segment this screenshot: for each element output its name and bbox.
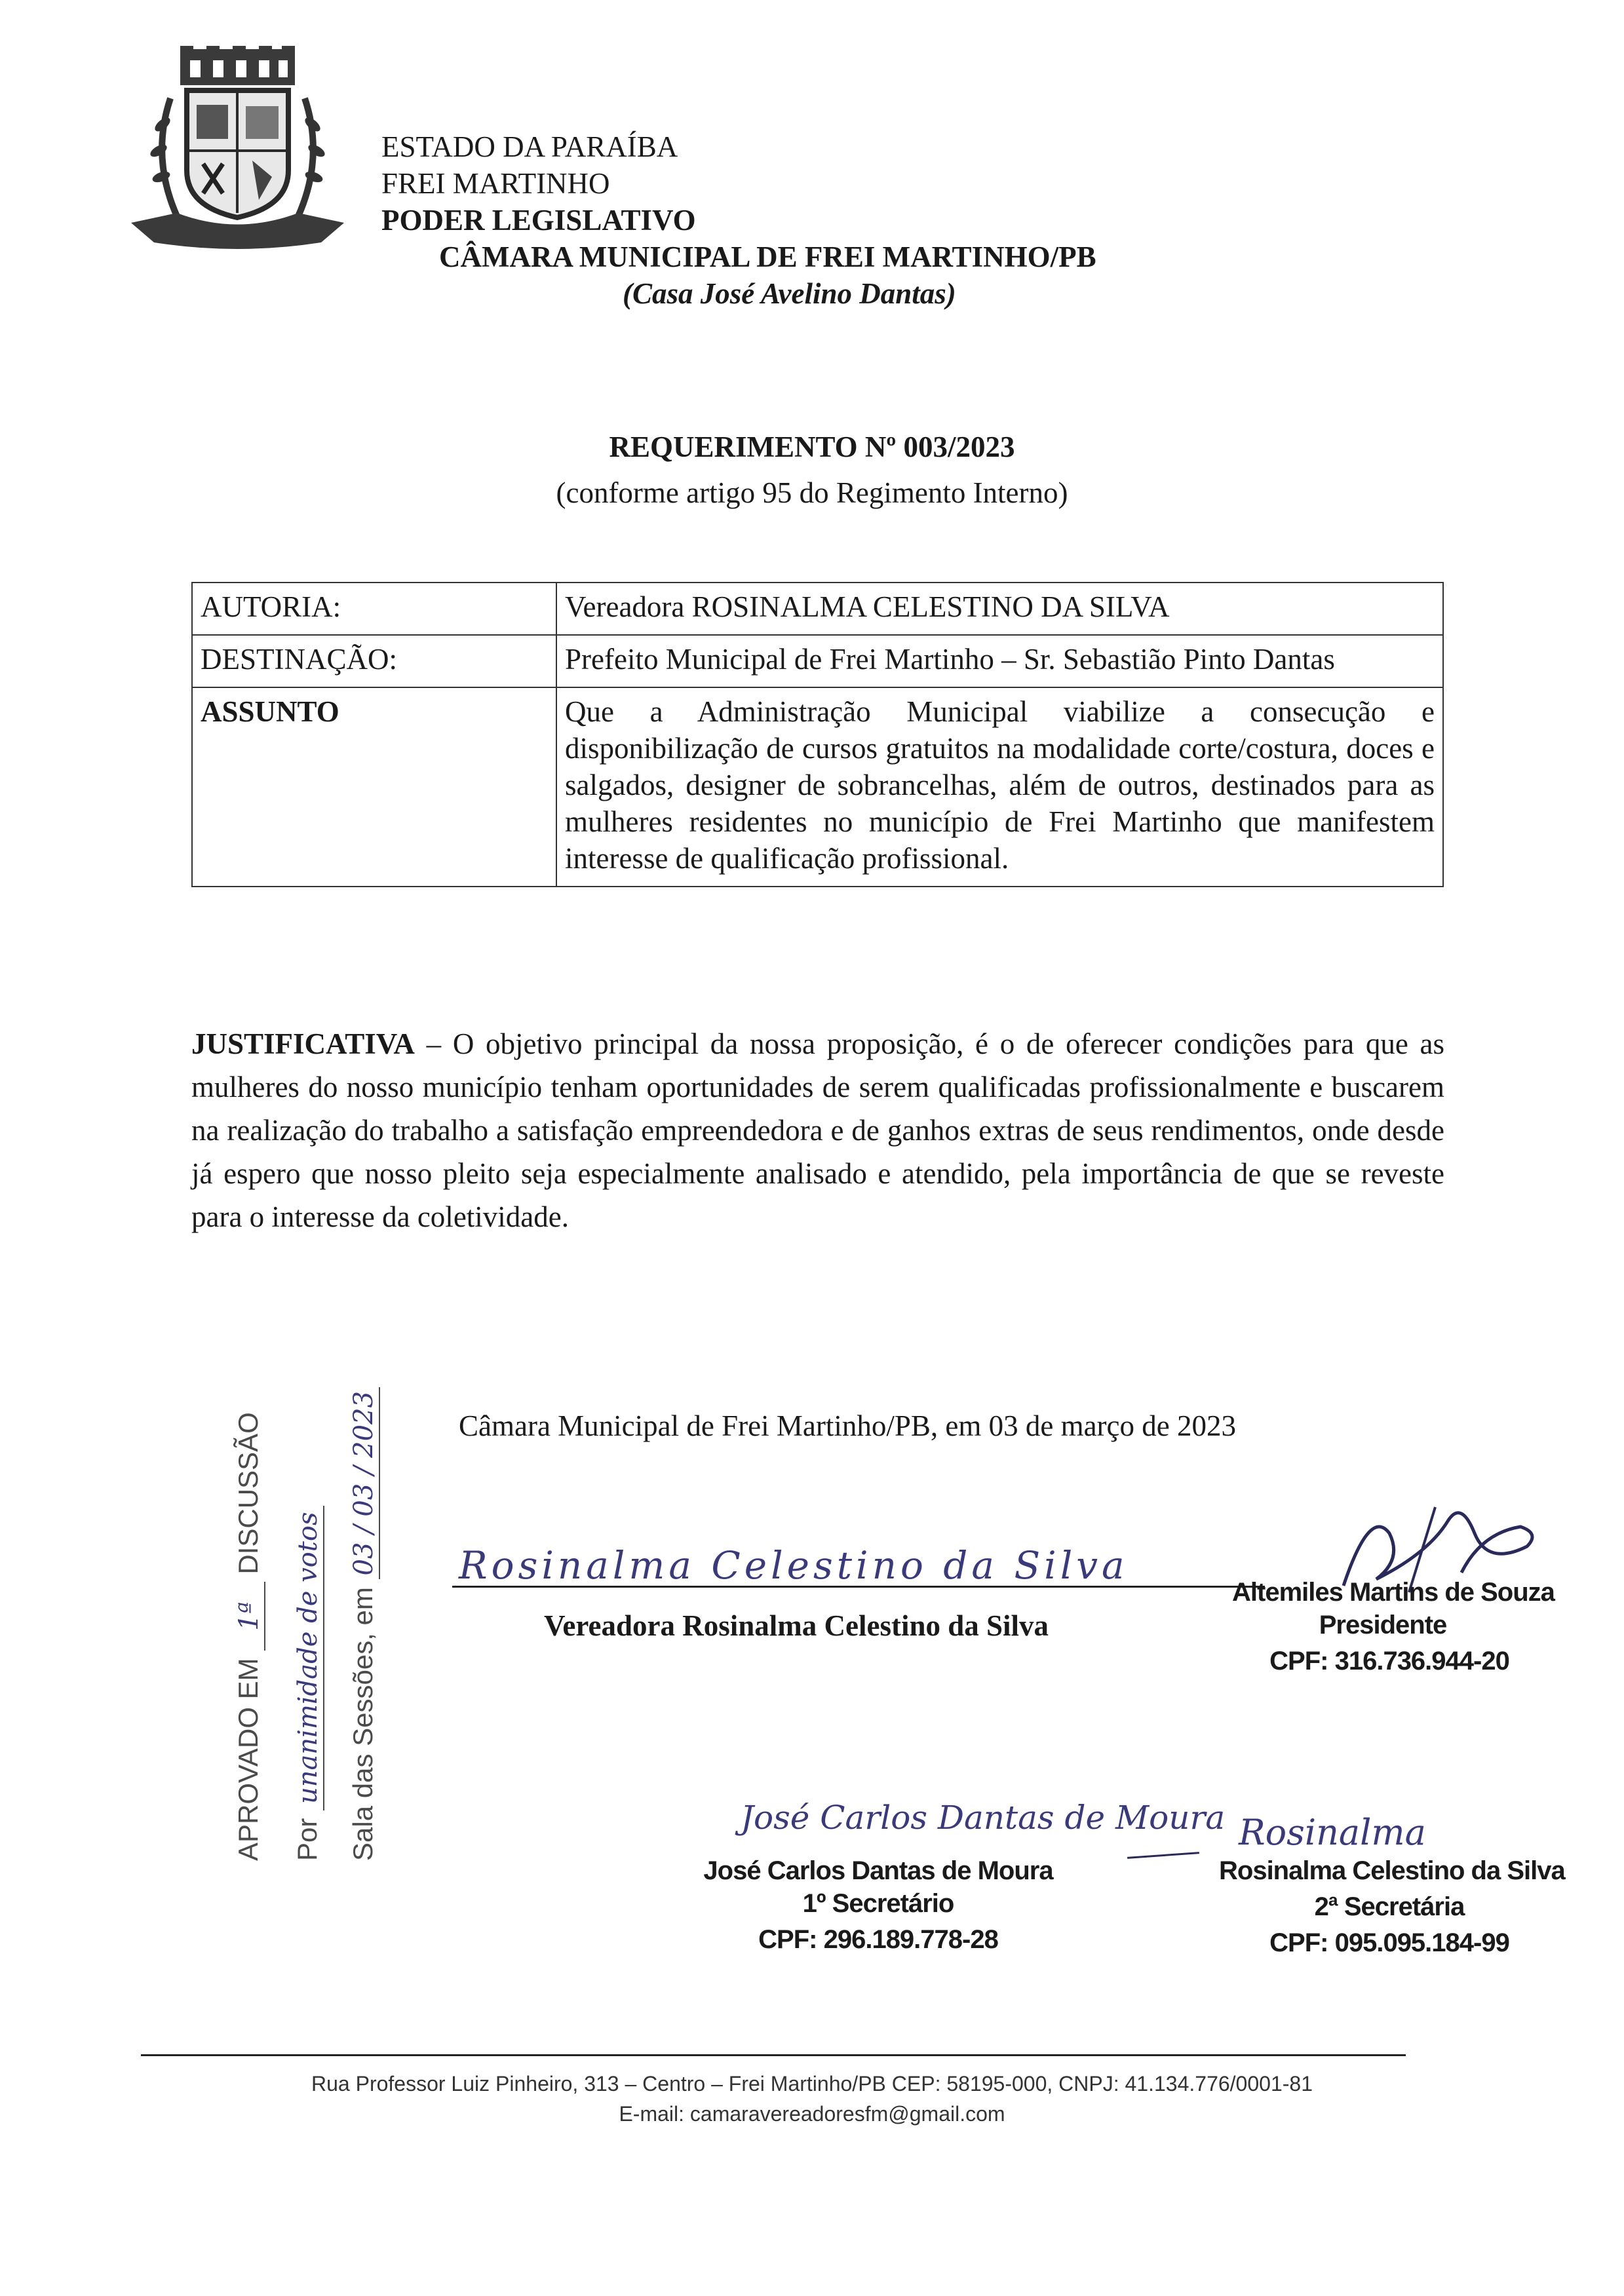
table-row (192, 635, 1443, 687)
table-label: AUTORIA: (192, 583, 556, 635)
justification-label: JUSTIFICATIVA (191, 1027, 415, 1060)
stamp-handwritten-votes: unanimidade de votos (293, 1506, 324, 1810)
secretary1-role: 1º Secretário (802, 1889, 954, 1918)
municipal-coat-of-arms (125, 46, 351, 249)
table-label: ASSUNTO (192, 687, 556, 887)
footer-divider (141, 2054, 1406, 2056)
stamp-line-approved: APROVADO EM 1ª DISCUSSÃO (233, 1412, 264, 1861)
table-value: Vereadora ROSINALMA CELESTINO DA SILVA (556, 583, 1443, 635)
stamp-line-votes: Por unanimidade de votos (292, 1506, 323, 1861)
table-row (192, 583, 1443, 635)
secretary2-name: Rosinalma Celestino da Silva (1219, 1856, 1565, 1885)
footer-email: E-mail: camaravereadoresfm@gmail.com (619, 2102, 1005, 2126)
header-municipality: FREI MARTINHO (381, 167, 610, 200)
table-value: Que a Administração Municipal viabilize a consecução e disponibilização de cursos gratuitos na modalidade corte/costura, doces e salgados, designer de sobrancelhas, além de outros, destinados para as mulheres residentes no município de Frei Martinho que manifestem interesse de qualificação profissional. (556, 687, 1443, 887)
president-cpf: CPF: 316.736.944-20 (1269, 1647, 1509, 1675)
footer-address: Rua Professor Luiz Pinheiro, 313 – Centro – Frei Martinho/PB CEP: 58195-000, CNPJ: 41.134.776/0001-81 (311, 2072, 1313, 2095)
secretary2-role: 2ª Secretária (1314, 1892, 1465, 1921)
president-name: Altemiles Martins de Souza (1232, 1578, 1555, 1607)
president-role: Presidente (1319, 1611, 1447, 1639)
stamp-line-session-date: Sala das Sessões, em 03 / 03 / 2023 (347, 1387, 379, 1861)
document-subtitle: (conforme artigo 95 do Regimento Interno) (556, 476, 1068, 509)
document-title: REQUERIMENTO Nº 003/2023 (609, 430, 1015, 463)
stamp-handwritten-date: 03 / 03 / 2023 (349, 1387, 380, 1579)
info-table (191, 582, 1444, 887)
table-row (192, 687, 1443, 887)
justification-text: – O objetivo principal da nossa proposição, é o de oferecer condições para que as mulheres do nosso município tenham oportunidades de serem qualificadas profissionalmente e buscarem na realização do trabalho a satisfação empreendedora e de ganhos extras de seus rendimentos, onde desde já espero que nosso pleito seja especialmente analisado e atendido, pela importância de que se reveste para o interesse da coletividade. (191, 1027, 1444, 1233)
author-name: Vereadora Rosinalma Celestino da Silva (544, 1609, 1049, 1642)
table-label: DESTINAÇÃO: (192, 635, 556, 687)
secretary1-cpf: CPF: 296.189.778-28 (758, 1925, 998, 1954)
header-state: ESTADO DA PARAÍBA (381, 130, 678, 163)
header-house-name: (Casa José Avelino Dantas) (623, 277, 956, 310)
secretary1-name: José Carlos Dantas de Moura (703, 1856, 1053, 1885)
stamp-handwritten-discussion: 1ª (234, 1582, 265, 1650)
date-line: Câmara Municipal de Frei Martinho/PB, em 03 de março de 2023 (459, 1409, 1236, 1442)
secretary1-signature-tail (1127, 1852, 1199, 1859)
header-branch: PODER LEGISLATIVO (381, 204, 696, 237)
author-signature: Rosinalma Celestino da Silva (459, 1543, 1129, 1588)
table-value: Prefeito Municipal de Frei Martinho – Sr. Sebastião Pinto Dantas (556, 635, 1443, 687)
header-chamber: CÂMARA MUNICIPAL DE FREI MARTINHO/PB (439, 240, 1096, 273)
secretary2-signature: Rosinalma (1239, 1812, 1426, 1853)
justification-paragraph (191, 1022, 1444, 1238)
secretary1-signature: José Carlos Dantas de Moura (741, 1799, 1226, 1837)
author-signature-line (452, 1586, 1265, 1588)
approval-stamp (216, 1389, 413, 1874)
secretary2-cpf: CPF: 095.095.184-99 (1269, 1928, 1509, 1957)
